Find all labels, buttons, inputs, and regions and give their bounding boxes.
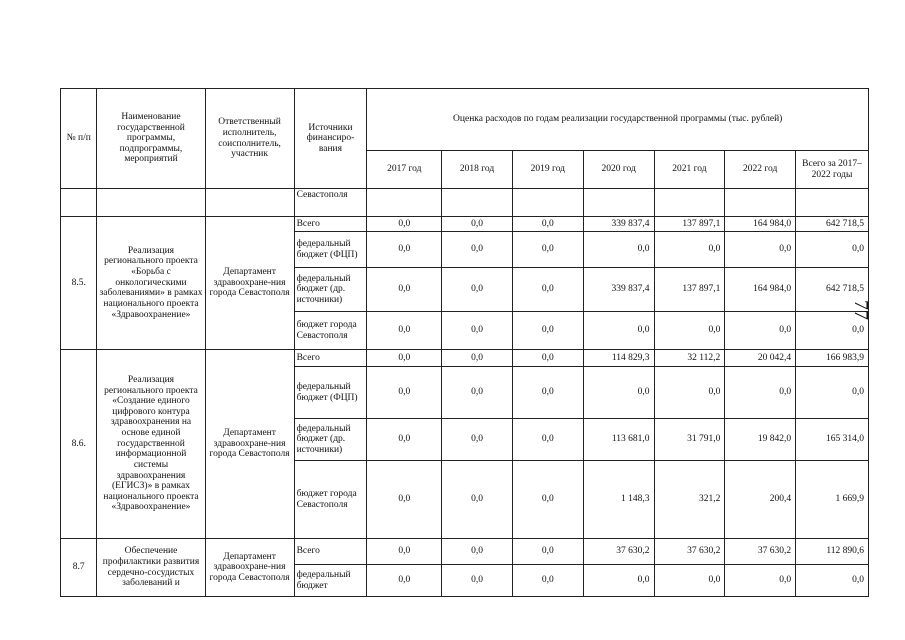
- year-value: 0,0: [367, 350, 442, 367]
- year-value: 1 148,3: [583, 461, 654, 539]
- funding-source: федеральный бюджет (ФЦП): [294, 367, 367, 419]
- year-value: 200,4: [725, 461, 796, 539]
- year-value: 0,0: [367, 217, 442, 232]
- year-value: 31 791,0: [654, 419, 725, 461]
- year-value: 0,0: [512, 268, 583, 312]
- year-value: 0,0: [367, 461, 442, 539]
- year-value: 0,0: [367, 268, 442, 312]
- year-value: 0,0: [367, 367, 442, 419]
- header-year: 2020 год: [583, 151, 654, 189]
- header-name: Наименование государственной программы, подпрограммы, мероприятий: [97, 89, 205, 189]
- source-cell: Севастополя: [294, 189, 367, 217]
- year-value: 0,0: [512, 539, 583, 565]
- year-value: 0,0: [367, 312, 442, 350]
- header-responsible: Ответственный исполнитель, соисполнитель, участник: [205, 89, 294, 189]
- total-value: 1 669,9: [796, 461, 869, 539]
- year-value: 0,0: [367, 565, 442, 597]
- table-cell: [583, 189, 654, 217]
- year-value: 0,0: [442, 312, 513, 350]
- year-value: 0,0: [367, 232, 442, 268]
- header-year: 2021 год: [654, 151, 725, 189]
- measure-name: Обеспечение профилактики развития сердечно-сосудистых заболеваний и: [97, 539, 205, 597]
- table-cell: [442, 189, 513, 217]
- header-estimate: Оценка расходов по годам реализации государственной программы (тыс. рублей): [367, 89, 869, 151]
- responsible-executor: Департамент здравоохране-ния города Севастополя: [205, 350, 294, 539]
- funding-source: федеральный бюджет (ФЦП): [294, 232, 367, 268]
- page-number: 77: [850, 300, 872, 320]
- year-value: 0,0: [442, 232, 513, 268]
- year-value: 0,0: [654, 232, 725, 268]
- year-value: 0,0: [442, 350, 513, 367]
- table-cell: [654, 189, 725, 217]
- year-value: 0,0: [512, 217, 583, 232]
- funding-source: Всего: [294, 539, 367, 565]
- year-value: 32 112,2: [654, 350, 725, 367]
- row-number: 8.6.: [61, 350, 97, 539]
- year-value: 20 042,4: [725, 350, 796, 367]
- year-value: 0,0: [512, 367, 583, 419]
- header-sources: Источники финансиро-вания: [294, 89, 367, 189]
- total-value: 0,0: [796, 565, 869, 597]
- table-cell: [512, 189, 583, 217]
- funding-source: бюджет города Севастополя: [294, 461, 367, 539]
- year-value: 0,0: [512, 565, 583, 597]
- funding-source: бюджет города Севастополя: [294, 312, 367, 350]
- year-value: 0,0: [367, 419, 442, 461]
- row-number: 8.7: [61, 539, 97, 597]
- total-value: 112 890,6: [796, 539, 869, 565]
- table-cell: [725, 189, 796, 217]
- year-value: 0,0: [367, 539, 442, 565]
- table-cell: [367, 189, 442, 217]
- header-year: 2022 год: [725, 151, 796, 189]
- year-value: 0,0: [512, 461, 583, 539]
- year-value: 37 630,2: [725, 539, 796, 565]
- header-year: 2017 год: [367, 151, 442, 189]
- year-value: 0,0: [442, 539, 513, 565]
- year-value: 0,0: [654, 367, 725, 419]
- carry-over-row: [61, 189, 869, 217]
- year-value: 0,0: [512, 419, 583, 461]
- year-value: 19 842,0: [725, 419, 796, 461]
- year-value: 37 630,2: [583, 539, 654, 565]
- table-body: [61, 189, 869, 597]
- header-year: 2019 год: [512, 151, 583, 189]
- funding-source: федеральный бюджет: [294, 565, 367, 597]
- year-value: 0,0: [442, 419, 513, 461]
- year-value: 339 837,4: [583, 217, 654, 232]
- year-value: 114 829,3: [583, 350, 654, 367]
- measure-name: Реализация регионального проекта «Борьба с онкологическими заболеваниями» в рамках национального проекта «Здравоохранение»: [97, 217, 205, 350]
- table-row: [61, 350, 869, 367]
- year-value: 0,0: [442, 461, 513, 539]
- header-year: 2018 год: [442, 151, 513, 189]
- year-value: 113 681,0: [583, 419, 654, 461]
- year-value: 0,0: [725, 565, 796, 597]
- table-cell: [61, 189, 97, 217]
- responsible-executor: Департамент здравоохране-ния города Севастополя: [205, 539, 294, 597]
- table-cell: [796, 189, 869, 217]
- table-row: [61, 217, 869, 232]
- total-value: 165 314,0: [796, 419, 869, 461]
- year-value: 37 630,2: [654, 539, 725, 565]
- year-value: 0,0: [583, 565, 654, 597]
- year-value: 0,0: [442, 565, 513, 597]
- measure-name: Реализация регионального проекта «Создание единого цифрового контура здравоохранения на основе единой государственной информационной системы здравоохранения (ЕГИСЗ)» в рамках национального проекта «Здравоохранение»: [97, 350, 205, 539]
- year-value: 164 984,0: [725, 217, 796, 232]
- header-total: Всего за 2017–2022 годы: [796, 151, 869, 189]
- year-value: 137 897,1: [654, 217, 725, 232]
- year-value: 339 837,4: [583, 268, 654, 312]
- table-row: [61, 539, 869, 565]
- year-value: 0,0: [512, 312, 583, 350]
- year-value: 137 897,1: [654, 268, 725, 312]
- year-value: 0,0: [654, 312, 725, 350]
- funding-source: федеральный бюджет (др. источники): [294, 268, 367, 312]
- table-header: [61, 89, 869, 189]
- year-value: 321,2: [654, 461, 725, 539]
- year-value: 0,0: [583, 312, 654, 350]
- row-number: 8.5.: [61, 217, 97, 350]
- year-value: 0,0: [442, 268, 513, 312]
- year-value: 0,0: [442, 367, 513, 419]
- funding-source: Всего: [294, 350, 367, 367]
- year-value: 0,0: [725, 312, 796, 350]
- year-value: 0,0: [583, 232, 654, 268]
- year-value: 0,0: [583, 367, 654, 419]
- table-cell: [97, 189, 205, 217]
- total-value: 0,0: [796, 367, 869, 419]
- year-value: 0,0: [442, 217, 513, 232]
- total-value: 0,0: [796, 232, 869, 268]
- total-value: 0,0: [796, 312, 869, 350]
- total-value: 642 718,5: [796, 268, 869, 312]
- year-value: 0,0: [512, 232, 583, 268]
- funding-source: Всего: [294, 217, 367, 232]
- year-value: 164 984,0: [725, 268, 796, 312]
- year-value: 0,0: [512, 350, 583, 367]
- funding-source: федеральный бюджет (др. источники): [294, 419, 367, 461]
- budget-table: [60, 88, 869, 597]
- total-value: 642 718,5: [796, 217, 869, 232]
- responsible-executor: Департамент здравоохране-ния города Севастополя: [205, 217, 294, 350]
- table-cell: [205, 189, 294, 217]
- year-value: 0,0: [725, 367, 796, 419]
- year-value: 0,0: [725, 232, 796, 268]
- header-num: № п/п: [61, 89, 97, 189]
- total-value: 166 983,9: [796, 350, 869, 367]
- year-value: 0,0: [654, 565, 725, 597]
